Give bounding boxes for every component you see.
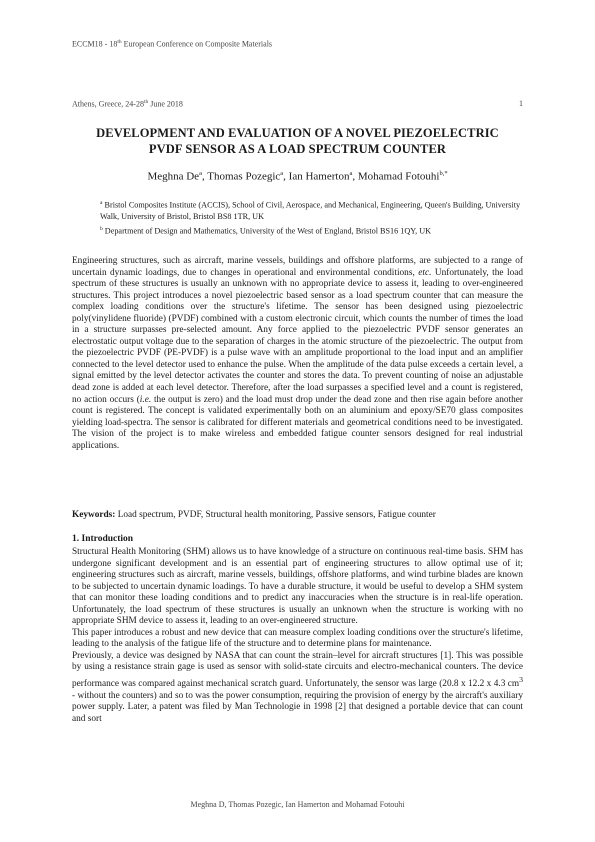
conference-header (72, 37, 332, 50)
author-name: Meghna De (147, 170, 200, 183)
affiliation-b-text: Department of Design and Mathematics, University of the West of England, Bristol BS16 1QY, UK (102, 226, 432, 236)
paragraph-text: Previously, a device was designed by NASA that can count the strain–level for aircraft structures [1]. This was possible by using a resistance strain gage is used as sensor with solid-state circuits and electro-mechanical counters. The device performance was compared against mechanical scratch guard. Unfortunately, the sensor was large (20.8 x 12.2 x 4.3 cm (72, 650, 523, 690)
affiliation-a-sup: a (100, 200, 103, 206)
author-separator: , (352, 170, 358, 183)
affiliation-b (100, 224, 540, 237)
paper-title (60, 125, 535, 157)
keywords-label: Keywords: (72, 510, 116, 520)
abstract-italic: i.e. (139, 394, 152, 405)
author-sup: a (349, 170, 353, 177)
author-name: Thomas Pozegic (207, 170, 281, 183)
abstract-text: the output is zero) and the load must drop under the dead zone and then rise again before another count is registered. The concept is validated experimentally both on an aluminium and epoxy/SE70 glass composites yielding load-spectra. The sensor is calibrated for different materials and geometrical conditions need to be investigated. The vision of the project is to make wireless and embedded fatigue counter sensors designed for real industrial applications. (72, 394, 523, 451)
title-line-1: DEVELOPMENT AND EVALUATION OF A NOVEL PIEZOELECTRIC (96, 126, 499, 140)
conference-location (72, 99, 183, 109)
paragraph: This paper introduces a robust and new device that can measure complex loading conditions over the structure's lifetime, leading to the analysis of the fatigue life of the structure and to determine plans for maintenance. (72, 627, 523, 650)
keywords-text: Load spectrum, PVDF, Structural health monitoring, Passive sensors, Fatigue counter (115, 510, 436, 520)
keywords (72, 510, 523, 520)
abstract-text: Engineering structures, such as aircraft, marine vessels, buildings and offshore platforms, are subjected to a range of uncertain dynamic loadings, due to changes in operational and environmental conditions, (72, 256, 523, 278)
abstract (72, 256, 523, 452)
author-sup: b,* (439, 170, 448, 177)
author-separator: , (201, 170, 208, 183)
page-footer: Meghna D, Thomas Pozegic, Ian Hamerton and Mohamad Fotouhi (190, 800, 405, 809)
author-sup: a (199, 170, 202, 177)
paragraph: Structural Health Monitoring (SHM) allows us to have knowledge of a structure on continuous real-time basis. SHM has undergone significant development and is an essential part of engineering structures to allow optimal use of it; engineering structures such as aircraft, marine vessels, buildings, offshore platforms, and wind turbine blades are known to be subjected to uncertain dynamic loadings. To have a durable structure, it would be useful to develop a SHM system that can monitor these loading conditions and to predict any inaccuracies when the structure is in real-life operation. Unfortunately, the load spectrum of these structures is usually an unknown when the structure is working with no appropriate SHM device to assess it, leading to an over-engineered structure. (72, 547, 523, 627)
introduction-body (72, 547, 523, 725)
conference-ordinal-sup: th (117, 39, 122, 45)
author-list (60, 170, 535, 183)
page-number: 1 (519, 99, 523, 108)
author-sup: a (280, 170, 284, 177)
abstract-italic: etc. (418, 267, 432, 278)
conference-name-prefix: ECCM18 - 18 (72, 39, 118, 49)
abstract-text: Unfortunately, the load spectrum of these structures is usually an unknown with no appropriate device to assess it, leading to over-engineered structures. This project introduces a novel piezoelectric based sensor as a load spectrum counter that can measure the complex loading conditions over the structure's lifetime. The sensor has been designed using piezoelectric poly(vinylidene fluoride) (PVDF) combined with a custom electronic circuit, which counts the number of times the load in a structure surpasses pre-selected amount. Any force applied to the piezoelectric PVDF sensor generates an electrostatic output voltage due to the separation of charges in the atomic structure of the piezoelectric. The output from the piezoelectric PVDF (PE-PVDF) is a pulse wave with an amplitude proportional to the load input and an amplifier connected to the level detector used to enhance the pulse. When the amplitude of the data pulse exceeds a certain level, a signal emitted by the level detector activates the counter and stores the data. To prevent counting of noise an adjustable dead zone is added at each level detector. Therefore, after the load surpasses a specified level and a count is registered, no action occurs ( (72, 267, 523, 405)
author-separator: , (283, 170, 289, 183)
affiliation-a (100, 198, 540, 222)
affiliation-b-sup: b (100, 226, 103, 232)
location-prefix: Athens, Greece, 24-28 (72, 99, 144, 109)
section-heading-introduction: 1. Introduction (72, 534, 134, 544)
location-rest: June 2018 (148, 99, 183, 109)
location-ordinal-sup: th (143, 99, 149, 105)
author-name: Ian Hamerton (288, 170, 350, 183)
conference-name-rest: European Conference on Composite Materials (121, 39, 273, 49)
paragraph (72, 651, 523, 725)
superscript: 3 (519, 675, 523, 685)
title-line-2: PVDF SENSOR AS A LOAD SPECTRUM COUNTER (148, 142, 447, 156)
affiliation-a-text: Bristol Composites Institute (ACCIS), School of Civil, Aerospace, and Mechanical, Engineering, Queen's Building, University Walk, University of Bristol, Bristol BS8 1TR, UK (100, 200, 521, 221)
paragraph-text: - without the counters) and so to was the power consumption, requiring the provision of energy by the aircraft's auxiliary power supply. Later, a patent was filed by Man Technologie in 1998 [2] that designed a portable device that can count and sort (72, 690, 523, 724)
author-name: Mohamad Fotouhi (357, 170, 440, 183)
